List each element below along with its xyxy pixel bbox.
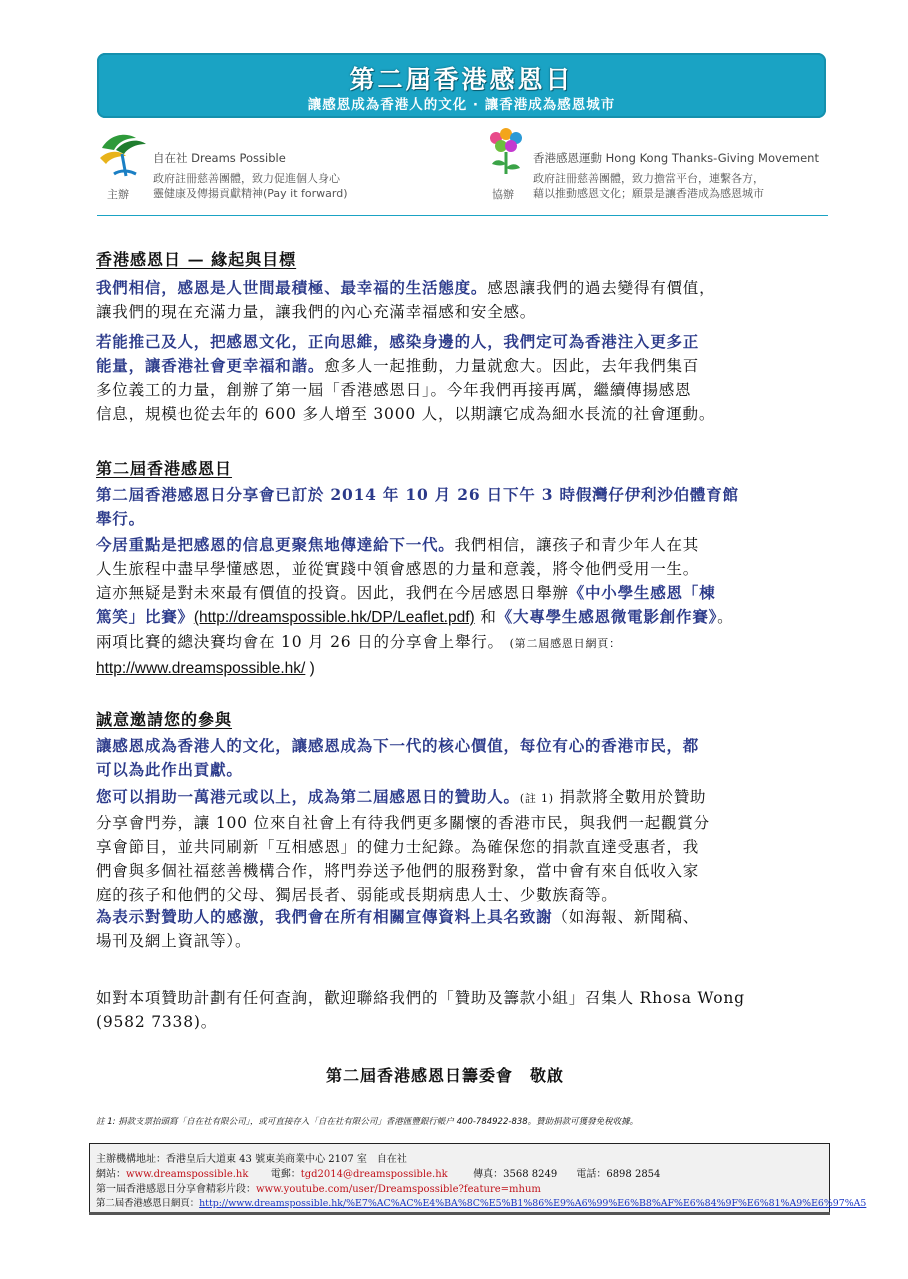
event-page-link[interactable]: http://www.dreamspossible.hk/%E7%AC%AC%E4%BA%8C%E5%B1%86%E9%A6%99%E6%B8%AF%E6%84%9F%E6%81%A9%E6%97%A5 bbox=[199, 1198, 867, 1209]
coorganizer-desc-1: 政府註冊慈善團體，致力擔當平台，連繫各方， bbox=[533, 172, 764, 185]
body-text: 信息，規模也從去年的 600 多人增至 3000 人，以期讓它成為細水長流的社會運動。 bbox=[96, 405, 716, 423]
body-text: 們會與多個社福慈善機構合作，將門券送予他們的服務對象，當中會有來自低收入家 bbox=[96, 862, 700, 880]
signature: 第二屆香港感恩日籌委會 敬啟 bbox=[326, 1066, 565, 1085]
section-second-day-paragraph-1 bbox=[96, 483, 828, 531]
dreams-possible-logo-icon bbox=[96, 130, 150, 178]
section-invitation-heading: 誠意邀請您的參與 bbox=[96, 710, 233, 729]
section-invitation-paragraph-1 bbox=[96, 734, 828, 782]
body-text: 捐款將全數用於贊助 bbox=[553, 788, 707, 806]
body-text: 讓我們的現在充滿力量，讓我們的內心充滿幸福感和安全感。 bbox=[96, 303, 537, 321]
contact-paragraph bbox=[96, 986, 828, 1034]
fax-number: 傳真：3568 8249 bbox=[473, 1169, 558, 1180]
section-origin-paragraph-1 bbox=[96, 276, 828, 324]
organizer-desc-1: 政府註冊慈善團體，致力促進個人身心 bbox=[153, 172, 340, 185]
emphasis-text: 《大專學生感恩微電影創作賽》 bbox=[496, 607, 718, 626]
section-second-day-paragraph-2 bbox=[96, 533, 828, 681]
body-text-small: (第二屆感恩日網頁： bbox=[509, 637, 621, 650]
emphasis-text: 您可以捐助一萬港元或以上，成為第二屆感恩日的贊助人。 bbox=[96, 787, 520, 806]
section-origin-paragraph-2 bbox=[96, 330, 828, 426]
banner-subtitle: 讓感恩成為香港人的文化 · 讓香港成為感恩城市 bbox=[307, 97, 616, 113]
coorganizer-desc-2: 藉以推動感恩文化；願景是讓香港成為感恩城市 bbox=[533, 187, 764, 200]
body-text: （如海報、新聞稿、 bbox=[552, 908, 700, 926]
phone-number: 電話：6898 2854 bbox=[576, 1169, 661, 1180]
section-invitation-paragraph-2 bbox=[96, 785, 828, 907]
leaflet-link[interactable]: (http://dreamspossible.hk/DP/Leaflet.pdf) bbox=[193, 609, 475, 626]
emphasis-text: 可以為此作出貢獻。 bbox=[96, 760, 243, 779]
body-text: 庭的孩子和他們的父母、獨居長者、弱能或長期病患人士、少數族裔等。 bbox=[96, 886, 618, 904]
emphasis-text: 第二屆香港感恩日分享會已訂於 2014 年 10 月 26 日下午 3 時假灣仔伊利沙伯體育館 bbox=[96, 485, 739, 504]
emphasis-text: 舉行。 bbox=[96, 509, 145, 528]
emphasis-text: 《中小學生感恩「棟 bbox=[568, 583, 716, 602]
body-text: 享會節目，並共同刷新「互相感恩」的健力士紀錄。為確保您的捐款直達受惠者，我 bbox=[96, 838, 700, 856]
footer-event-page bbox=[96, 1195, 866, 1209]
section-origin-heading: 香港感恩日 — 緣起與目標 bbox=[96, 250, 297, 269]
thanksgiving-movement-logo-icon bbox=[484, 128, 528, 180]
emphasis-text: 今居重點是把感恩的信息更聚焦地傳達給下一代。 bbox=[96, 535, 455, 554]
footer-shadow-bar bbox=[89, 1212, 830, 1215]
emphasis-text: 我們相信，感恩是人世間最積極、最幸福的生活態度。 bbox=[96, 278, 488, 297]
event-page-label: 第二屆香港感恩日網頁： bbox=[96, 1198, 200, 1209]
organizer-name: 自在社 Dreams Possible bbox=[153, 151, 286, 165]
organizer-desc-2: 靈健康及傳揚貢獻精神(Pay it forward) bbox=[153, 187, 348, 200]
video-link[interactable]: www.youtube.com/user/Dreamspossible?feature=mhum bbox=[256, 1184, 541, 1195]
footer-contact-box bbox=[89, 1143, 867, 1213]
event-website-link[interactable]: http://www.dreamspossible.hk/ bbox=[96, 660, 306, 677]
body-text: 兩項比賽的總決賽均會在 10 月 26 日的分享會上舉行。 bbox=[96, 633, 504, 651]
emphasis-text: 若能推己及人，把感恩文化，正向思維，感染身邊的人，我們定可為香港注入更多正 bbox=[96, 332, 700, 351]
banner-title: 第二屆香港感恩日 bbox=[349, 65, 574, 94]
body-text: 多位義工的力量，創辦了第一屆「香港感恩日」。今年我們再接再厲，繼續傳揚感恩 bbox=[96, 381, 692, 399]
section-invitation-paragraph-3 bbox=[96, 905, 828, 953]
body-text: 愈多人一起推動，力量就愈大。因此，去年我們集百 bbox=[324, 357, 700, 375]
body-text: 場刊及網上資訊等）。 bbox=[96, 932, 252, 950]
emphasis-text: 為表示對贊助人的感激，我們會在所有相關宣傳資料上具名致謝 bbox=[96, 907, 553, 926]
footer-contacts bbox=[96, 1165, 660, 1180]
body-text: 這亦無疑是對未來最有價值的投資。因此，我們在今居感恩日舉辦 bbox=[96, 584, 569, 602]
body-text: 如對本項贊助計劃有任何查詢，歡迎聯絡我們的「贊助及籌款小組」召集人 Rhosa Wong bbox=[96, 989, 745, 1007]
section-second-day-heading: 第二屆香港感恩日 bbox=[96, 459, 233, 478]
organizer-role: 主辦 bbox=[107, 188, 129, 201]
coorganizer-name: 香港感恩運動 Hong Kong Thanks-Giving Movement bbox=[533, 151, 819, 165]
website-link[interactable]: www.dreamspossible.hk bbox=[126, 1169, 249, 1180]
email-label: 電郵： bbox=[270, 1169, 301, 1180]
footnote: 註 1: 捐款支票抬頭寫「自在社有限公司」，或可直接存入「自在社有限公司」香港匯豐銀行帳户 400-784922-838。贊助捐款可獲發免稅收據。 bbox=[96, 1117, 639, 1127]
body-text: 人生旅程中盡早學懂感恩，並從實踐中領會感恩的力量和意義，將令他們受用一生。 bbox=[96, 560, 700, 578]
video-label: 第一屆香港感恩日分享會精彩片段： bbox=[96, 1184, 256, 1195]
footnote-marker: (註 1) bbox=[519, 792, 554, 805]
body-text: (9582 7338)。 bbox=[96, 1013, 218, 1031]
footer-address: 主辦機構地址：香港皇后大道東 43 號東美商業中心 2107 室 自在社 bbox=[96, 1154, 407, 1165]
body-text: ) bbox=[305, 660, 315, 677]
body-text: 我們相信，讓孩子和青少年人在其 bbox=[454, 536, 700, 554]
footer-video bbox=[96, 1180, 541, 1195]
header-divider bbox=[97, 215, 828, 216]
emphasis-text: 篤笑」比賽》 bbox=[96, 607, 194, 626]
emphasis-text: 能量，讓香港社會更幸福和諧。 bbox=[96, 356, 325, 375]
website-label: 網站： bbox=[96, 1169, 126, 1180]
body-text: 和 bbox=[474, 608, 497, 626]
emphasis-text: 讓感恩成為香港人的文化，讓感恩成為下一代的核心價值，每位有心的香港市民，都 bbox=[96, 736, 700, 755]
email-link[interactable]: tgd2014@dreamspossible.hk bbox=[300, 1169, 448, 1180]
body-text: 分享會門券，讓 100 位來自社會上有待我們更多關懷的香港市民，與我們一起觀賞分 bbox=[96, 814, 710, 832]
body-text: 感恩讓我們的過去變得有價值， bbox=[487, 279, 716, 297]
event-banner bbox=[97, 53, 826, 118]
coorganizer-role: 協辦 bbox=[492, 188, 514, 201]
body-text: 。 bbox=[717, 608, 734, 626]
